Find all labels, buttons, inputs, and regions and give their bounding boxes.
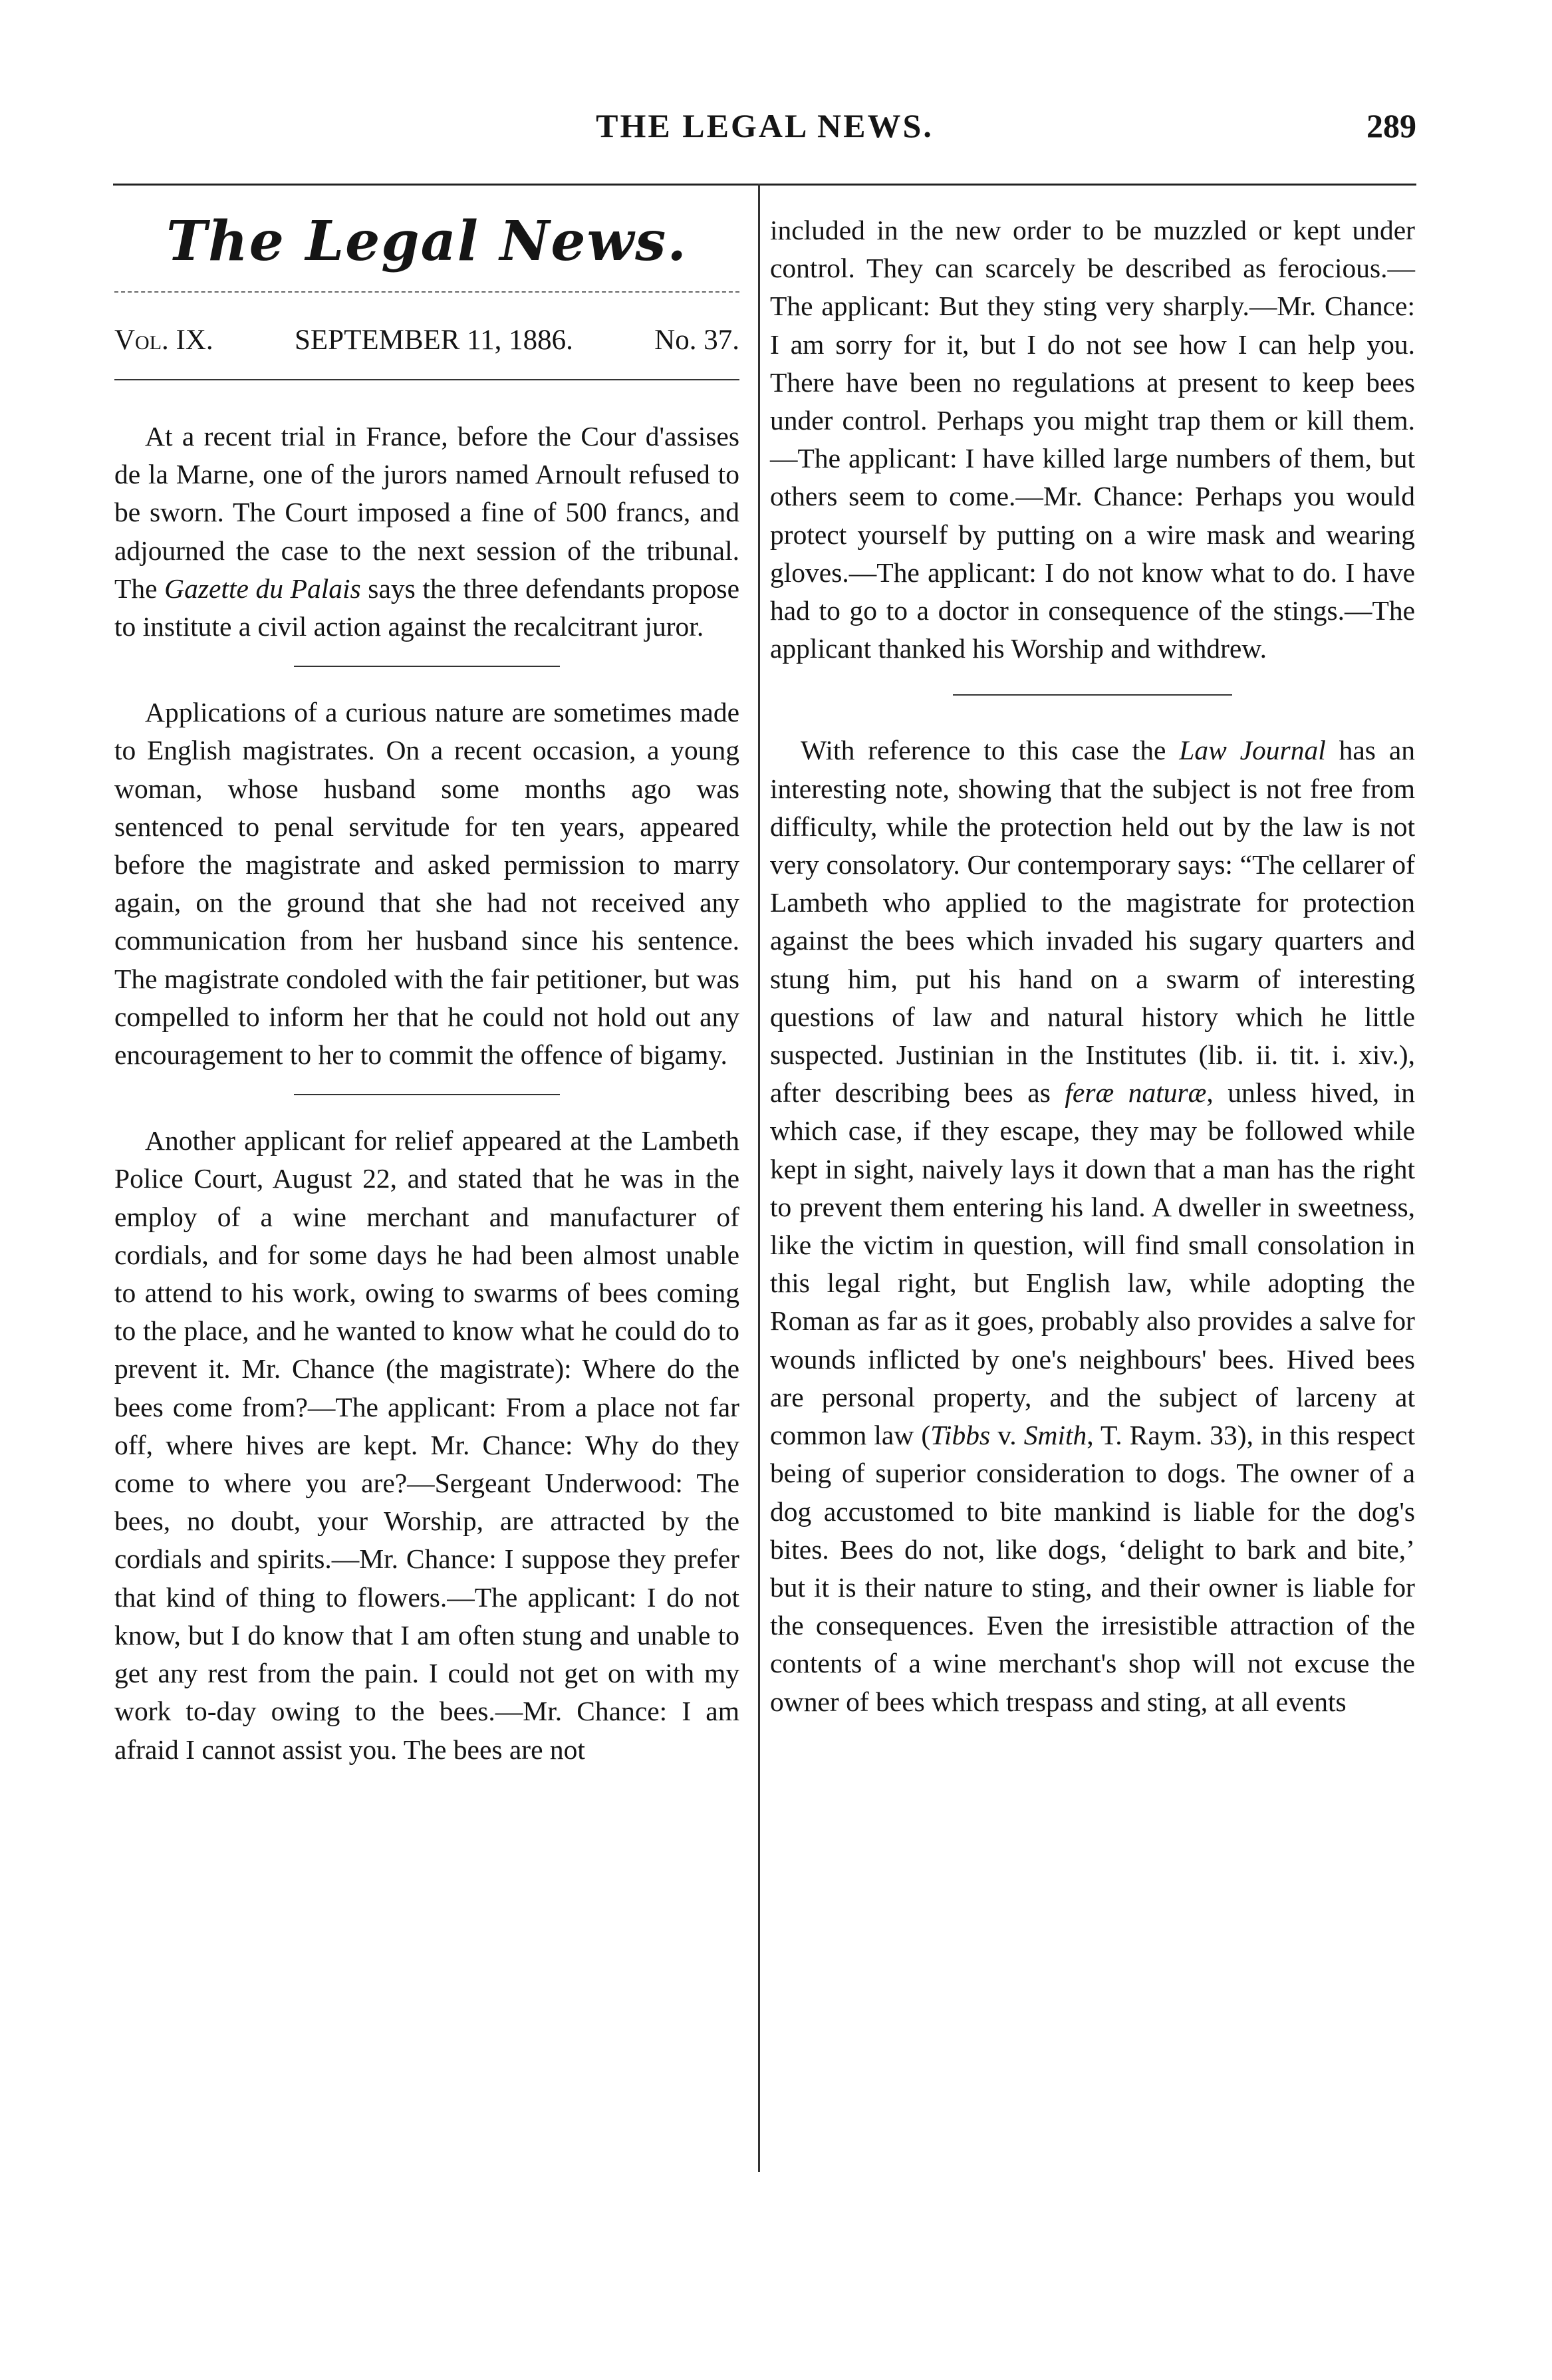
issue-line (114, 321, 739, 360)
page-number: 289 (1366, 107, 1416, 144)
issue-volume: Vol. IX. (114, 325, 213, 356)
masthead-rule (114, 291, 739, 293)
paragraph-text: , T. Raym. 33), in this respect being of superior consideration to dogs. The owner of a dog accustomed to bite mankind is liable for the dog's bites. Bees do not, like dogs, ‘delight to bark and bite,’ but it is their nature to sting, and their owner is liable for the consequences. Even the irresistible attraction of the contents of a wine merchant's shop will not excuse the owner of bees which trespass and sting, at all events (770, 1420, 1415, 1717)
right-column (770, 211, 1415, 1721)
case-party: Smith (1023, 1420, 1087, 1451)
column-divider (758, 184, 760, 2172)
running-head (113, 106, 1416, 160)
latin-phrase: feræ naturæ (1065, 1077, 1207, 1109)
section-separator (294, 1094, 560, 1095)
masthead-title: The Legal News. (166, 209, 688, 273)
issue-number: No. 37. (654, 325, 739, 356)
header-rule (113, 184, 1416, 186)
paragraph-text: , unless hived, in which case, if they escape, they may be followed while kept in sight, naively lays it down that a man has the right to prevent them entering his land. A dweller in sweetness, like the victim in question, will find small consolation in this legal right, but English law, while adopting the Roman as far as it goes, probably also provides a salve for wounds inflicted by one's neighbours' bees. Hived bees are personal property, and the subject of larceny at common law ( (770, 1077, 1415, 1451)
publication-title: Law Journal (1179, 735, 1326, 766)
article-paragraph-law-journal (770, 731, 1415, 1720)
paragraph-text: v. (990, 1420, 1024, 1451)
article-paragraph-france (114, 418, 739, 646)
paragraph-text: has an interesting note, showing that the subject is not free from difficulty, while the protection held out by the law is not very consolatory. Our contemporary says: “The cellarer of Lambeth who applied to the magistrate for protection against the bees which invaded his sugary quarters and stung him, put his hand on a swarm of interesting questions of law and natural history which he little suspected. Justinian in the Institutes (lib. ii. tit. i. xiv.), after describing bees as (770, 735, 1415, 1109)
article-paragraph-lambeth: Another applicant for relief appeared at the Lambeth Police Court, August 22, and stated that he was in the employ of a wine merchant and manufacturer of cordials, and for some days he had been almost unable to attend to his work, owing to swarms of bees coming to the place, and he wanted to know what he could do to prevent it. Mr. Chance (the magistrate): Where do the bees come from?—The applicant: From a place not far off, where hives are kept. Mr. Chance: Why do they come to where you are?—Sergeant Underwood: The bees, no doubt, your Worship, are attracted by the cordials and spirits.—Mr. Chance: I suppose they prefer that kind of thing to flowers.—The applicant: I do not know, but I do know that I am often stung and unable to get any rest from the pain. I could not get on with my work to-day owing to the bees.—Mr. Chance: I am afraid I cannot assist you. The bees are not (114, 1125, 739, 1765)
case-party: Tibbs (930, 1420, 991, 1451)
paragraph-text: With reference to this case the (801, 735, 1180, 766)
article-paragraph-applications: Applications of a curious nature are sometimes made to English magistrates. On a recent occasion, a young woman, whose husband some months ago was sentenced to penal servitude for ten years, appeared before the magistrate and asked permission to marry again, on the ground that she had not received any communication from her husband since his sentence. The magistrate condoled with the fair petitioner, but was compelled to inform her that he could not hold out any encouragement to her to commit the offence of bigamy. (114, 697, 739, 1071)
publication-title: Gazette du Palais (164, 573, 361, 604)
paragraph-text: says the three defendants propose to institute a civil action against the recalcitrant juror. (114, 573, 739, 642)
running-title: THE LEGAL NEWS. (596, 107, 934, 144)
left-column (114, 193, 739, 1769)
paragraph-text: At a recent trial in France, before the Cour d'assises de la Marne, one of the jurors named Arnoult refused to be sworn. The Court imposed a fine of 500 francs, and adjourned the case to the next session of the tribunal. The (114, 421, 739, 604)
issue-date: SEPTEMBER 11, 1886. (294, 325, 573, 356)
issue-rule (114, 379, 739, 380)
section-separator (953, 694, 1232, 696)
section-separator (294, 666, 560, 667)
article-paragraph-continued: included in the new order to be muzzled or kept under control. They can scarcely be described as ferocious.—The applicant: But they sting very sharply.—Mr. Chance: I am sorry for it, but I do not see how I can help you. There have been no regulations at present to keep bees under control. Perhaps you might trap them or kill them.—The applicant: I have killed large numbers of them, but others seem to come.—Mr. Chance: Perhaps you would protect yourself by putting on a wire mask and wearing gloves.—The applicant: I do not know what to do. I have had to go to a doctor in consequence of the stings.—The applicant thanked his Worship and withdrew. (770, 215, 1415, 664)
